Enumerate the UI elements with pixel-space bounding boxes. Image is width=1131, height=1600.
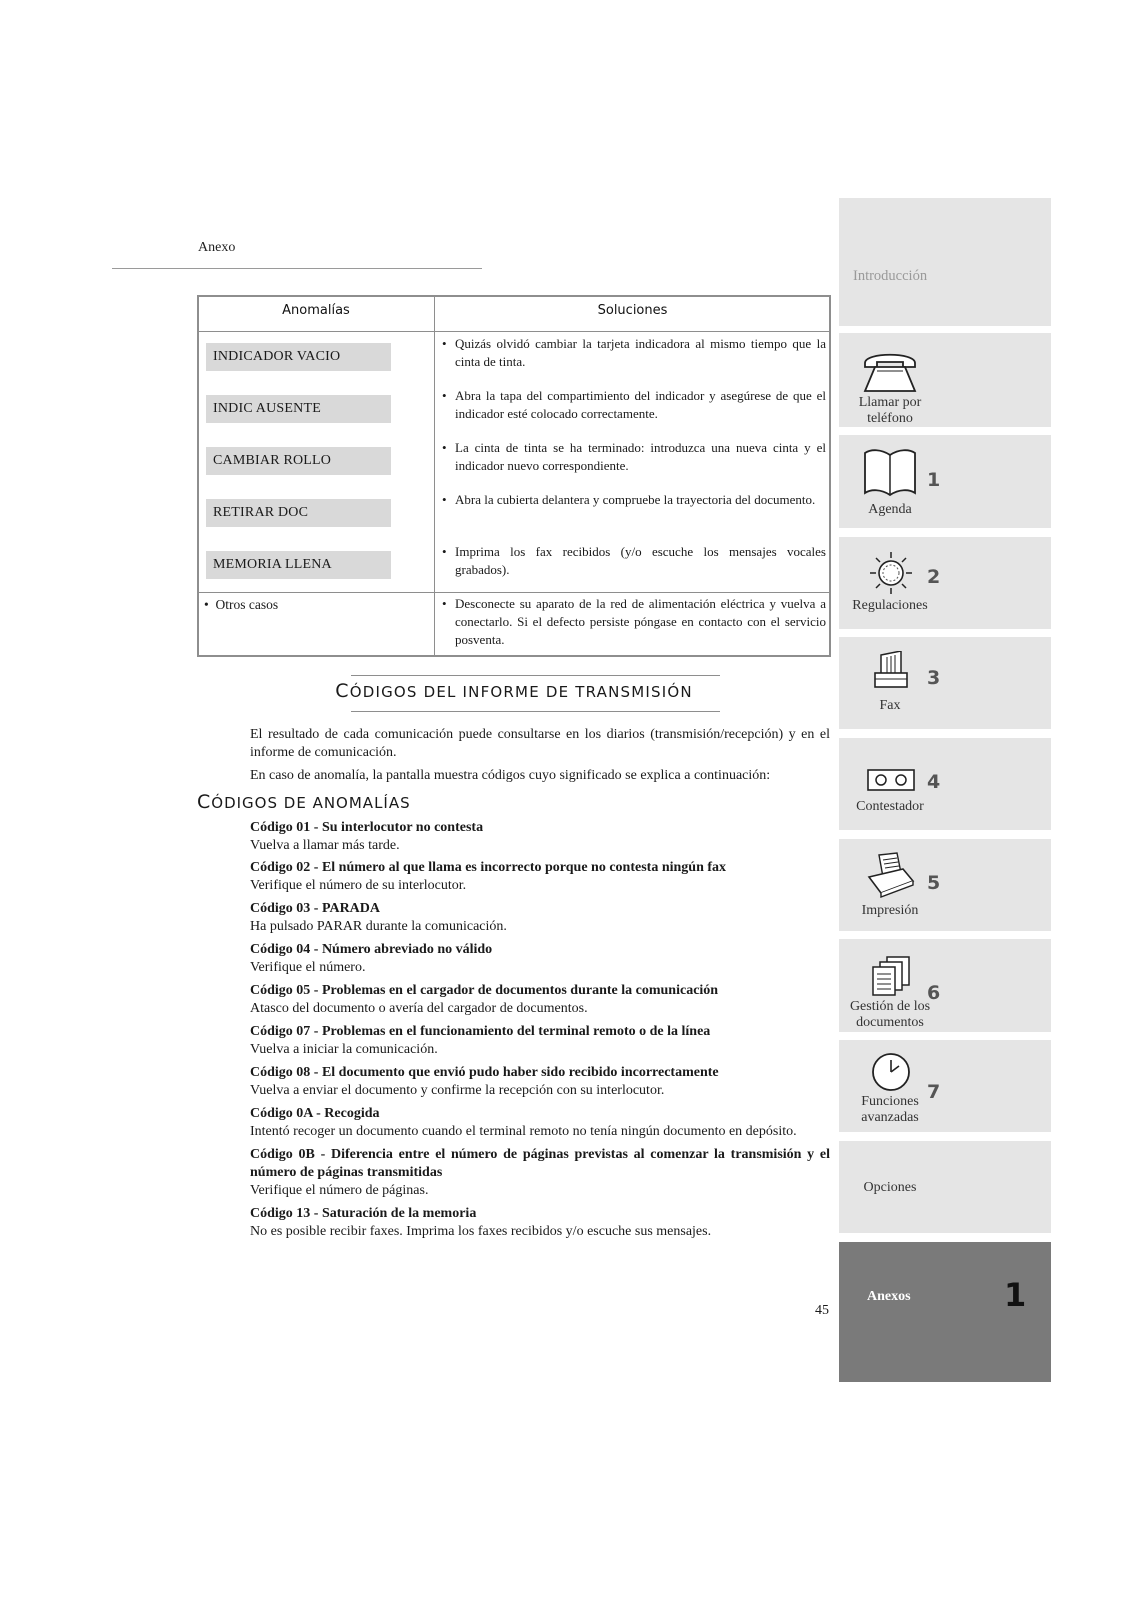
intro-paragraph: En caso de anomalía, la pantalla muestra códigos cuyo significado se explica a continuación:	[250, 768, 771, 783]
column-header-anomalias: Anomalías	[282, 303, 350, 318]
solution-item	[442, 439, 826, 475]
section-title	[197, 680, 831, 702]
fax-machine-icon	[871, 651, 911, 691]
bullet: •	[442, 596, 447, 611]
code-description: Vuelva a llamar más tarde.	[250, 838, 400, 853]
running-header: Anexo	[198, 240, 236, 255]
tab-label: Fax	[879, 698, 901, 713]
section-rule	[351, 711, 720, 712]
code-entry	[250, 900, 830, 936]
code-description: Verifique el número de páginas.	[250, 1183, 429, 1198]
telephone-icon	[861, 349, 919, 395]
subsection-title	[197, 791, 411, 813]
code-description: Vuelva a iniciar la comunicación.	[250, 1042, 438, 1057]
code-description: Verifique el número.	[250, 960, 366, 975]
table-divider	[197, 592, 831, 593]
solution-text: Abra la tapa del compartimiento del indicador y asegúrese de que el indicador esté colocado correctamente.	[455, 388, 826, 421]
other-cases	[204, 596, 278, 614]
tab-number: 5	[927, 872, 941, 894]
clock-icon	[871, 1052, 911, 1092]
code-title: Código 0B - Diferencia entre el número de páginas previstas al comenzar la transmisión y el número de páginas transmitidas	[250, 1147, 830, 1180]
table-divider	[197, 331, 831, 332]
tab-gestion-de-los-documentos[interactable]	[839, 939, 1051, 1032]
code-title: Código 08 - El documento que envió pudo haber sido recibido incorrectamente	[250, 1065, 719, 1080]
solution-text: Quizás olvidó cambiar la tarjeta indicadora al mismo tiempo que la cinta de tinta.	[455, 336, 826, 369]
code-title: Código 01 - Su interlocutor no contesta	[250, 820, 484, 835]
section-title-initial: C	[335, 680, 350, 702]
tab-label: Anexos	[867, 1289, 911, 1304]
anomaly-label: RETIRAR DOC	[206, 499, 391, 527]
code-entry	[250, 1205, 830, 1241]
tab-label: Gestión de los documentos	[849, 999, 931, 1030]
code-title: Código 0A - Recogida	[250, 1106, 380, 1121]
tab-number: 7	[927, 1081, 941, 1103]
book-icon	[863, 447, 917, 497]
code-description: No es posible recibir faxes. Imprima los faxes recibidos y/o escuche sus mensajes.	[250, 1224, 712, 1239]
solution-item	[442, 595, 826, 649]
tab-label: Contestador	[856, 799, 924, 814]
anomaly-label: INDICADOR VACIO	[206, 343, 391, 371]
tab-opciones[interactable]	[839, 1141, 1051, 1233]
tab-number: 6	[927, 982, 941, 1004]
code-entry	[250, 1146, 830, 1200]
anomaly-label: INDIC AUSENTE	[206, 395, 391, 423]
tab-number: 3	[927, 667, 941, 689]
tab-llamar-por-telefono[interactable]	[839, 333, 1051, 427]
code-description: Intentó recoger un documento cuando el terminal remoto no tenía ningún documento en depósito.	[250, 1124, 797, 1139]
bullet: •	[442, 544, 447, 559]
solution-item	[442, 387, 826, 423]
code-title: Código 04 - Número abreviado no válido	[250, 942, 493, 957]
code-title: Código 13 - Saturación de la memoria	[250, 1206, 477, 1221]
solution-item	[442, 335, 826, 371]
tab-introduccion[interactable]	[839, 198, 1051, 326]
tab-number: 1	[927, 469, 941, 491]
code-title: Código 02 - El número al que llama es incorrecto porque no contesta ningún fax	[250, 860, 727, 875]
column-header-soluciones: Soluciones	[597, 303, 668, 318]
tab-label: Funciones avanzadas	[861, 1094, 919, 1125]
tab-number: 4	[927, 771, 941, 793]
tab-contestador[interactable]	[839, 738, 1051, 830]
tab-label: Agenda	[868, 502, 912, 517]
tab-label: Llamar por teléfono	[858, 395, 922, 426]
code-title: Código 05 - Problemas en el cargador de documentos durante la comunicación	[250, 983, 719, 998]
tab-label: Introducción	[853, 268, 928, 284]
anomaly-label: CAMBIAR ROLLO	[206, 447, 391, 475]
code-entry	[250, 1064, 830, 1100]
section-rule	[351, 675, 720, 676]
printer-icon	[867, 851, 915, 899]
solution-text: Abra la cubierta delantera y compruebe la trayectoria del documento.	[455, 492, 816, 507]
code-entry	[250, 859, 830, 895]
bullet: •	[442, 336, 447, 351]
bullet: •	[442, 388, 447, 403]
header-rule	[112, 268, 482, 269]
table-divider	[434, 295, 435, 657]
tab-regulaciones[interactable]	[839, 537, 1051, 629]
tab-label: Regulaciones	[852, 598, 928, 613]
bullet: •	[204, 597, 209, 612]
solution-text: Desconecte su aparato de la red de alimentación eléctrica y vuelva a conectarlo. Si el defecto persiste póngase en contacto con el servicio posventa.	[455, 596, 826, 647]
solution-item	[442, 491, 826, 509]
code-title: Código 07 - Problemas en el funcionamiento del terminal remoto o de la línea	[250, 1024, 711, 1039]
bullet: •	[442, 492, 447, 507]
section-title-rest: ÓDIGOS DEL INFORME DE TRANSMISIÓN	[349, 683, 693, 701]
tab-number: 2	[927, 566, 941, 588]
code-entry	[250, 819, 830, 855]
anomaly-label: MEMORIA LLENA	[206, 551, 391, 579]
code-entry	[250, 1105, 830, 1141]
code-entry	[250, 941, 830, 977]
tab-agenda[interactable]	[839, 435, 1051, 528]
intro-paragraph: El resultado de cada comunicación puede consultarse en los diarios (transmisión/recepción) y en el informe de comunicación.	[250, 727, 830, 760]
solution-text: Imprima los fax recibidos (y/o escuche los mensajes vocales grabados).	[455, 544, 826, 577]
sun-dial-icon	[868, 550, 914, 596]
tab-fax[interactable]	[839, 637, 1051, 729]
documents-icon	[871, 955, 913, 997]
other-cases-label: Otros casos	[215, 597, 279, 612]
code-entry	[250, 982, 830, 1018]
tab-label: Opciones	[863, 1180, 917, 1195]
subsection-title-rest: ÓDIGOS DE ANOMALÍAS	[211, 794, 411, 812]
code-description: Ha pulsado PARAR durante la comunicación.	[250, 919, 507, 934]
code-description: Atasco del documento o avería del cargador de documentos.	[250, 1001, 588, 1016]
tab-number: 1	[1004, 1276, 1027, 1314]
tab-funciones-avanzadas[interactable]	[839, 1040, 1051, 1132]
tab-label: Impresión	[861, 903, 919, 918]
solution-text: La cinta de tinta se ha terminado: introduzca una nueva cinta y el indicador nuevo correspondiente.	[455, 440, 826, 473]
code-description: Vuelva a enviar el documento y confirme la recepción con su interlocutor.	[250, 1083, 665, 1098]
tab-impresion[interactable]	[839, 839, 1051, 931]
page-number: 45	[815, 1303, 829, 1318]
subsection-title-initial: C	[197, 791, 212, 813]
code-description: Verifique el número de su interlocutor.	[250, 878, 467, 893]
code-entry	[250, 1023, 830, 1059]
solution-item	[442, 543, 826, 579]
code-title: Código 03 - PARADA	[250, 901, 381, 916]
cassette-icon	[867, 769, 915, 791]
bullet: •	[442, 440, 447, 455]
